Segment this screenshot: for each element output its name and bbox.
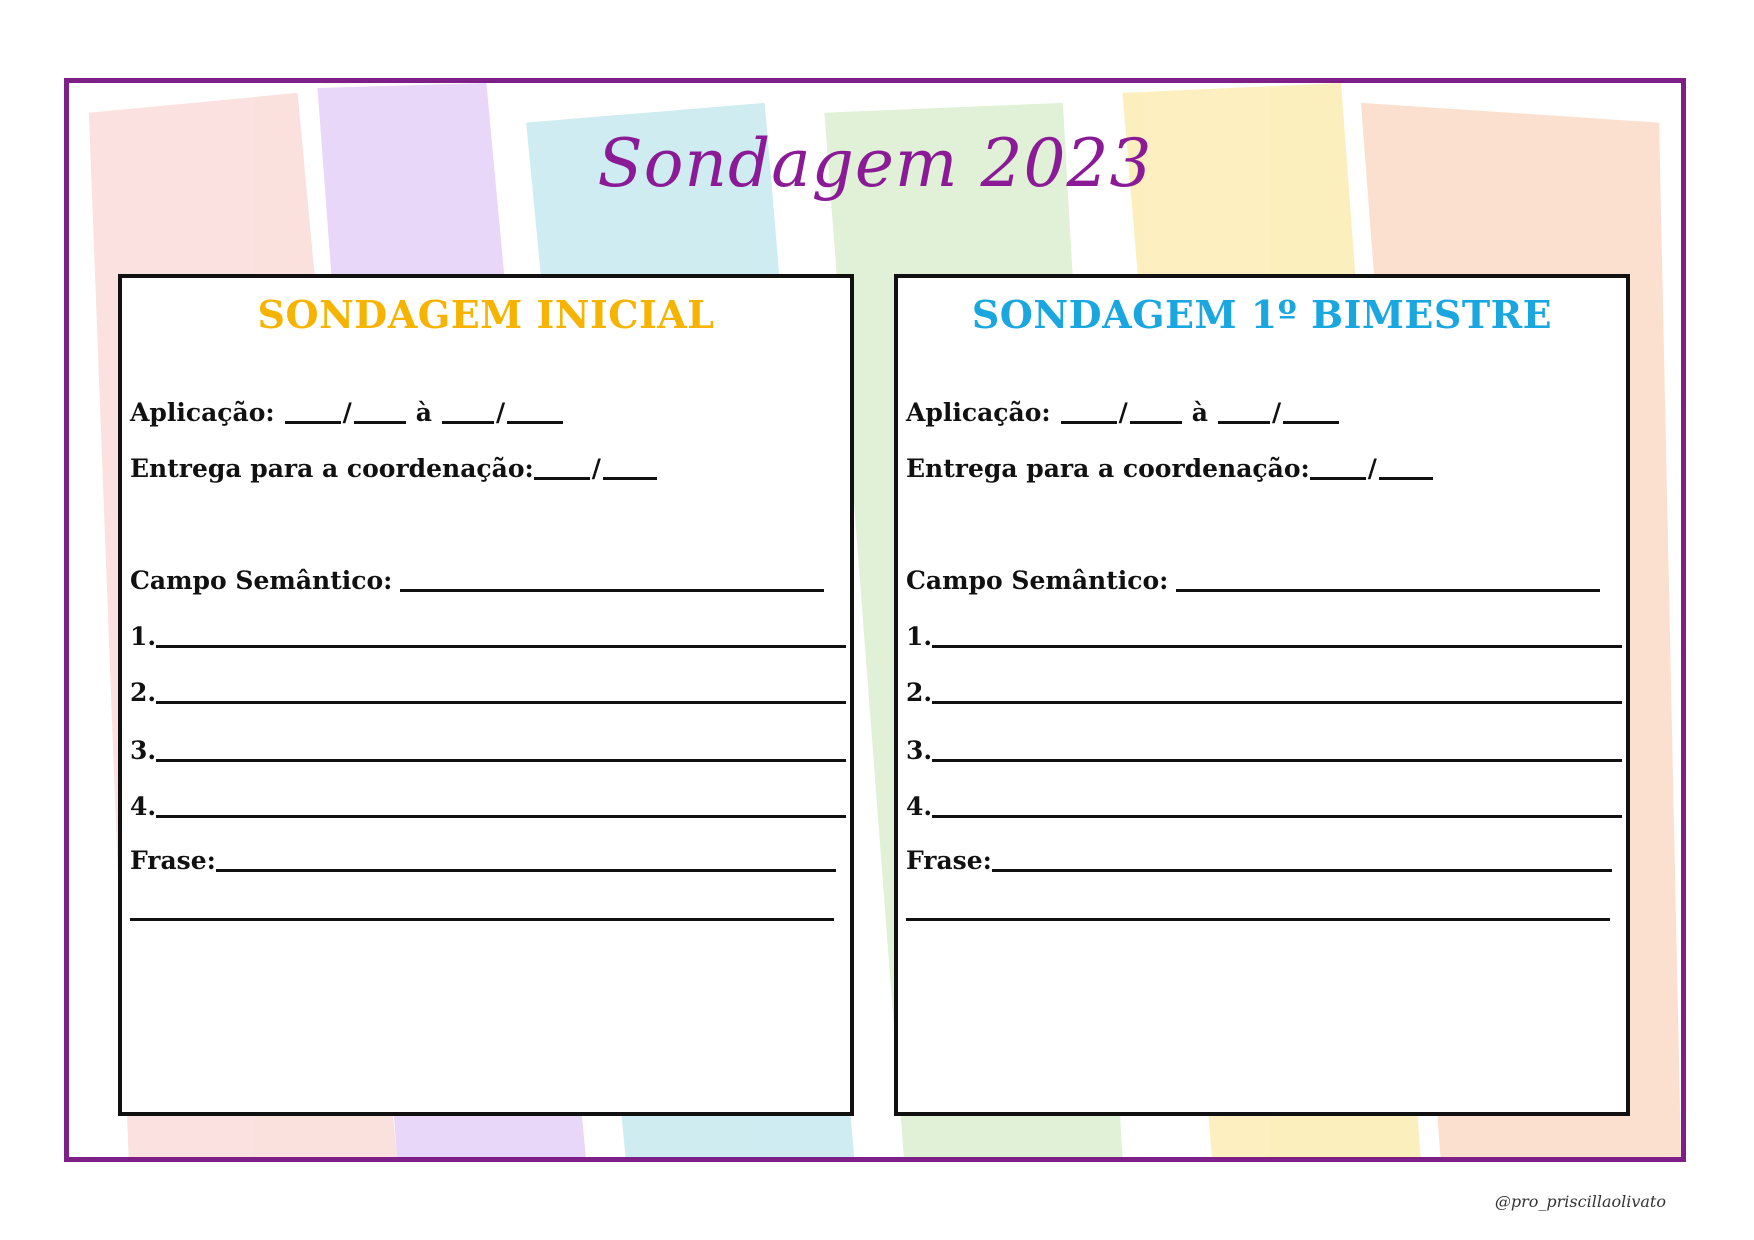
item-number: 1. <box>906 622 933 651</box>
item-blank[interactable] <box>932 700 1622 704</box>
item-blank[interactable] <box>932 644 1622 648</box>
item-blank[interactable] <box>156 644 846 648</box>
frase-continuation-line[interactable] <box>130 918 834 921</box>
item-number: 2. <box>130 678 157 707</box>
campo-semantico-row <box>130 566 824 595</box>
entrega-row <box>906 454 1433 483</box>
author-credit: @pro_priscillaolivato <box>1494 1192 1666 1211</box>
date-slash: / <box>591 454 601 483</box>
item-row-4 <box>130 792 846 821</box>
entrega-label: Entrega para a coordenação: <box>130 454 534 483</box>
item-number: 4. <box>906 792 933 821</box>
item-row-2 <box>906 678 1622 707</box>
frase-label: Frase: <box>130 846 216 875</box>
aplicacao-end-day-blank[interactable] <box>442 420 494 424</box>
a-word: à <box>415 398 432 427</box>
aplicacao-label: Aplicação: <box>130 398 275 427</box>
a-word: à <box>1191 398 1208 427</box>
entrega-month-blank[interactable] <box>603 476 657 480</box>
page-title: Sondagem 2023 <box>597 125 1153 202</box>
sondagem-inicial-panel <box>118 274 854 1116</box>
date-slash: / <box>1367 454 1377 483</box>
aplicacao-end-day-blank[interactable] <box>1218 420 1270 424</box>
aplicacao-label: Aplicação: <box>906 398 1051 427</box>
frase-row <box>906 846 1612 875</box>
item-blank[interactable] <box>156 814 846 818</box>
aplicacao-start-day-blank[interactable] <box>285 420 341 424</box>
item-number: 3. <box>906 736 933 765</box>
item-blank[interactable] <box>156 700 846 704</box>
date-slash: / <box>495 398 506 427</box>
aplicacao-end-month-blank[interactable] <box>1283 420 1339 424</box>
item-number: 4. <box>130 792 157 821</box>
campo-semantico-blank[interactable] <box>400 588 824 592</box>
item-number: 3. <box>130 736 157 765</box>
aplicacao-start-month-blank[interactable] <box>1130 420 1182 424</box>
date-slash: / <box>1118 398 1128 427</box>
date-slash: / <box>1271 398 1282 427</box>
campo-semantico-row <box>906 566 1600 595</box>
item-row-2 <box>130 678 846 707</box>
entrega-label: Entrega para a coordenação: <box>906 454 1310 483</box>
aplicacao-start-month-blank[interactable] <box>354 420 406 424</box>
panel-heading: SONDAGEM 1º BIMESTRE <box>971 292 1553 337</box>
item-row-1 <box>130 622 846 651</box>
item-blank[interactable] <box>156 758 846 762</box>
item-number: 1. <box>130 622 157 651</box>
campo-semantico-blank[interactable] <box>1176 588 1600 592</box>
entrega-day-blank[interactable] <box>1310 476 1366 480</box>
panel-heading: SONDAGEM INICIAL <box>257 292 715 337</box>
frase-blank[interactable] <box>216 868 836 872</box>
item-blank[interactable] <box>932 758 1622 762</box>
aplicacao-row <box>130 398 563 427</box>
campo-semantico-label: Campo Semântico: <box>906 566 1169 595</box>
aplicacao-row <box>906 398 1339 427</box>
aplicacao-end-month-blank[interactable] <box>507 420 563 424</box>
frase-blank[interactable] <box>992 868 1612 872</box>
item-row-4 <box>906 792 1622 821</box>
sondagem-1-bimestre-panel <box>894 274 1630 1116</box>
date-slash: / <box>342 398 352 427</box>
item-row-3 <box>906 736 1622 765</box>
entrega-month-blank[interactable] <box>1379 476 1433 480</box>
item-blank[interactable] <box>932 814 1622 818</box>
entrega-row <box>130 454 657 483</box>
entrega-day-blank[interactable] <box>534 476 590 480</box>
frase-label: Frase: <box>906 846 992 875</box>
frase-row <box>130 846 836 875</box>
item-row-1 <box>906 622 1622 651</box>
item-number: 2. <box>906 678 933 707</box>
aplicacao-start-day-blank[interactable] <box>1061 420 1117 424</box>
campo-semantico-label: Campo Semântico: <box>130 566 393 595</box>
item-row-3 <box>130 736 846 765</box>
frase-continuation-line[interactable] <box>906 918 1610 921</box>
